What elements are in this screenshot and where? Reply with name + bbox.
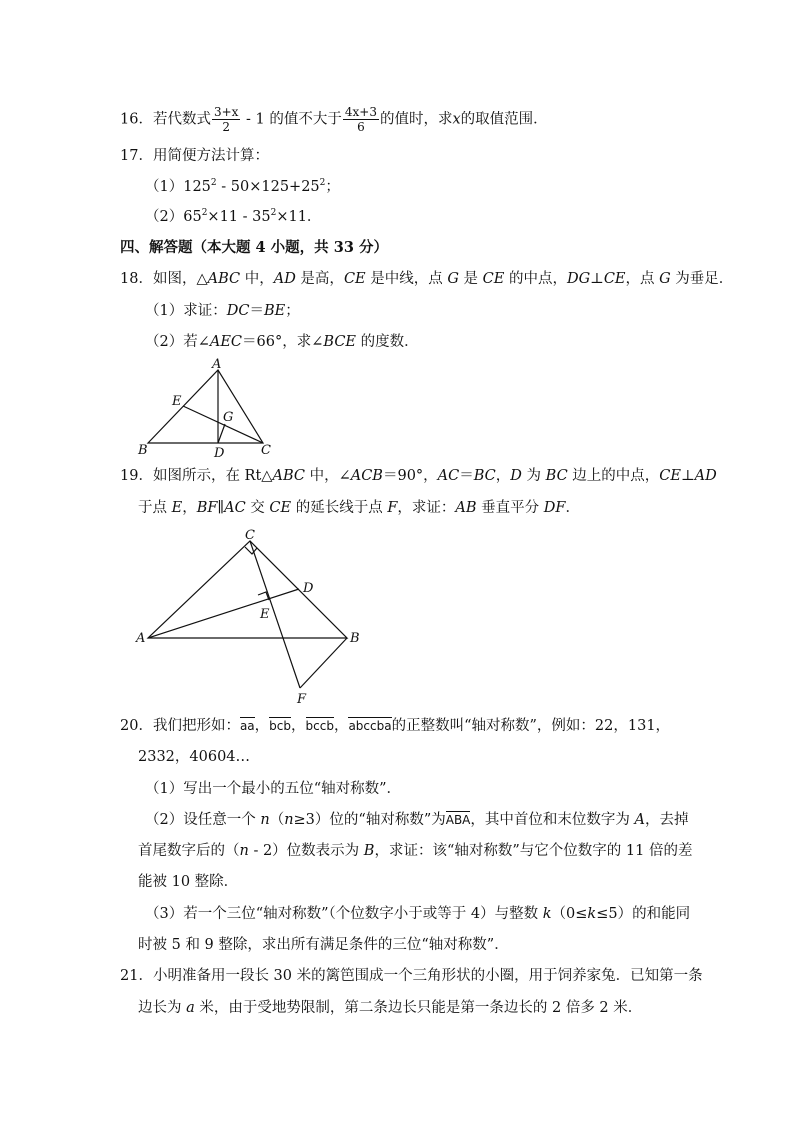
question-16: 16．若代数式 $\frac{3+x}{2}$ - 1 的值不大于 $\frac{4x+3}{6}$ 的值时，求x的取值范围． <box>120 105 548 134</box>
question-20-part-3-line-2: 时被 5 和 9 整除，求出所有满足条件的三位“轴对称数”． <box>138 937 509 953</box>
label-a: A <box>212 357 222 372</box>
question-19: 19．如图所示，在 Rt△ABC 中，∠ACB＝90°，AC＝BC，D 为 BC 边上的中点，CE⊥AD <box>120 468 717 484</box>
label-b: B <box>350 631 360 646</box>
question-19-line-2: 于点 E，BF∥AC 交 CE 的延长线于点 F，求证：AB 垂直平分 DF． <box>138 500 580 516</box>
triangle-abc <box>148 370 263 443</box>
question-18-part-2: （2）若∠AEC＝66°，求∠BCE 的度数． <box>145 334 419 350</box>
question-20: 20．我们把形如：aa，bcb，bccb，abccba的正整数叫“轴对称数”，例如：22，131， <box>120 718 671 734</box>
question-17-part-2: $(2)65^2\times 11 - 35^2\times 11$． <box>145 208 322 225</box>
label-f: F <box>297 692 307 707</box>
label-c: C <box>245 528 255 543</box>
fraction-2: $\frac{4x+3}{6}$ <box>344 105 377 134</box>
segment-bf <box>300 638 347 688</box>
section-heading: 四、解答题（本大题 4 小题，共 33 分） <box>120 239 388 256</box>
question-18-part-1: （1）求证：DC＝BE； <box>145 303 300 319</box>
label-e: E <box>260 607 270 622</box>
label-d: D <box>214 446 225 461</box>
triangle-acb <box>148 541 347 638</box>
right-angle-e <box>258 592 269 600</box>
question-18: 18．如图，△ABC 中，AD 是高，CE 是中线，点 G 是 CE 的中点，DG⊥CE，点 G 为垂足． <box>120 271 734 287</box>
right-angle-c <box>245 547 257 554</box>
label-c: C <box>261 443 271 458</box>
fraction-1: $\frac{3+x}{2}$ <box>213 105 239 134</box>
label-e: E <box>172 394 182 409</box>
question-17: 17．用简便方法计算： <box>120 148 269 164</box>
segment-dg <box>218 424 225 443</box>
segment-cf <box>250 541 300 688</box>
question-17-part-1: $(1)125^2 - 50\times 125+25^2$； <box>145 178 340 195</box>
question-20-line-2: 2332，40604… <box>138 749 251 765</box>
question-20-part-3: （3）若一个三位“轴对称数”（个位数字小于或等于 4）与整数 k（0≤k≤5）的和能同 <box>145 906 691 922</box>
segment-ce <box>183 406 263 443</box>
question-20-part-1: （1）写出一个最小的五位“轴对称数”． <box>145 781 402 797</box>
label-a: A <box>136 631 146 646</box>
label-d: D <box>303 581 314 596</box>
question-21: 21．小明准备用一段长 30 米的篱笆围成一个三角形状的小圈，用于饲养家兔．已知第一条 <box>120 968 703 984</box>
label-b: B <box>138 443 148 458</box>
segment-ad <box>148 589 299 638</box>
question-20-part-2-line-2: 首尾数字后的（n - 2）位数表示为 B，求证：该“轴对称数”与它个位数字的 11 倍的差 <box>138 843 693 859</box>
label-g: G <box>223 410 234 425</box>
question-21-line-2: 边长为 a 米，由于受地势限制，第二条边长只能是第一条边长的 2 倍多 2 米． <box>138 1000 643 1016</box>
question-20-part-2: （2）设任意一个 n（n≥3）位的“轴对称数”为ABA，其中首位和末位数字为 A，去掉 <box>145 812 689 828</box>
question-20-part-2-line-3: 能被 10 整除． <box>138 874 239 890</box>
